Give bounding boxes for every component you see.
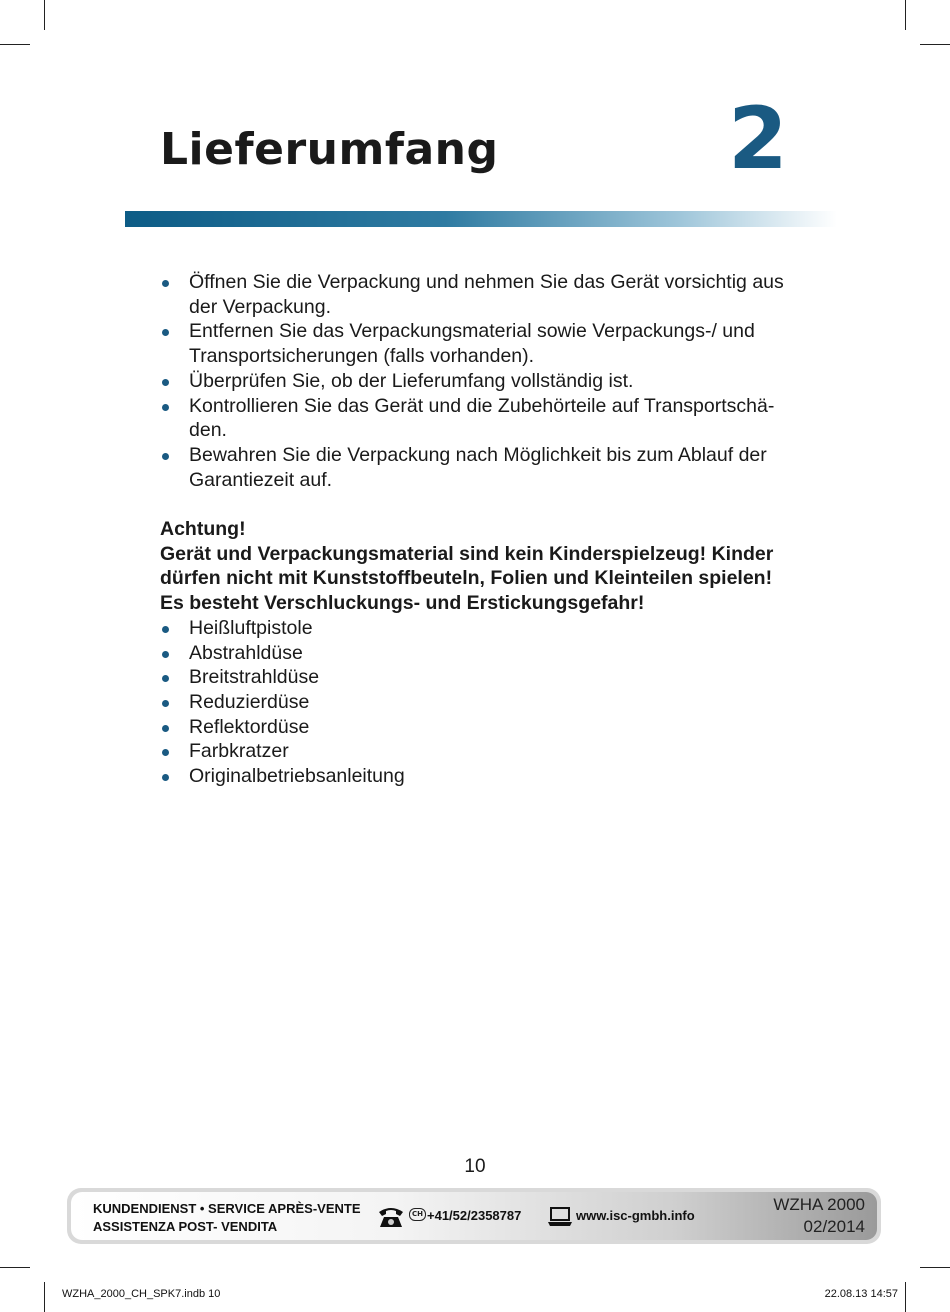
print-slug-file: WZHA_2000_CH_SPK7.indb 10: [62, 1288, 221, 1300]
crop-mark: [44, 1282, 45, 1312]
country-badge: CH: [409, 1208, 426, 1221]
laptop-icon: [547, 1203, 573, 1229]
crop-mark: [0, 1267, 30, 1268]
website-link[interactable]: www.isc-gmbh.info: [576, 1208, 695, 1223]
warning-text: Gerät und Verpackungsmaterial sind kein Kinderspielzeug! Kinder dürfen nicht mit Kunststoffbeuteln, Folien und Kleinteilen spielen! Es besteht Verschluckungs- und Erstickungsgefahr!: [160, 542, 774, 615]
model-date: 02/2014: [803, 1216, 865, 1236]
service-line-2: ASSISTENZA POST- VENDITA: [93, 1218, 278, 1234]
list-item: Abstrahldüse: [160, 641, 800, 666]
list-item: Entfernen Sie das Verpackungsmaterial sowie Verpackungs-/ und Transportsicherungen (falls vorhanden).: [160, 319, 800, 368]
warning-heading: Achtung!: [160, 518, 246, 541]
crop-mark: [920, 44, 950, 45]
list-item: Kontrollieren Sie das Gerät und die Zubehörteile auf Transportschä-den.: [160, 394, 800, 443]
list-item: Bewahren Sie die Verpackung nach Möglichkeit bis zum Ablauf der Garantiezeit auf.: [160, 443, 800, 492]
phone-number[interactable]: +41/52/2358787: [427, 1208, 522, 1223]
unpacking-steps-list: [160, 270, 800, 492]
crop-mark: [920, 1267, 950, 1268]
list-item: Heißluftpistole: [160, 616, 800, 641]
warning-block: [160, 517, 800, 616]
scope-items-list: [160, 616, 800, 789]
page-number: 10: [464, 1156, 486, 1177]
chapter-number: 2: [728, 89, 788, 189]
model-info: [773, 1194, 865, 1237]
list-item: Überprüfen Sie, ob der Lieferumfang vollständig ist.: [160, 369, 800, 394]
list-item: Reflektordüse: [160, 715, 800, 740]
list-item: Reduzierdüse: [160, 690, 800, 715]
list-item: Öffnen Sie die Verpackung und nehmen Sie das Gerät vorsichtig aus der Verpackung.: [160, 270, 800, 319]
crop-mark: [905, 0, 906, 30]
list-item: Farbkratzer: [160, 739, 800, 764]
service-footer-panel: [71, 1192, 877, 1240]
model-name: WZHA 2000: [773, 1195, 865, 1214]
list-item: Breitstrahldüse: [160, 665, 800, 690]
service-label: [93, 1200, 360, 1235]
header-rule: [125, 211, 837, 227]
main-content: [160, 270, 800, 789]
list-item: Originalbetriebsanleitung: [160, 764, 800, 789]
print-slug-timestamp: 22.08.13 14:57: [824, 1288, 898, 1300]
crop-mark: [0, 44, 30, 45]
crop-mark: [905, 1282, 906, 1312]
service-footer: [67, 1188, 881, 1244]
page-title: Lieferumfang: [160, 124, 499, 175]
telephone-icon: [377, 1203, 405, 1229]
crop-mark: [44, 0, 45, 30]
service-line-1: KUNDENDIENST • SERVICE APRÈS-VENTE: [93, 1201, 361, 1216]
